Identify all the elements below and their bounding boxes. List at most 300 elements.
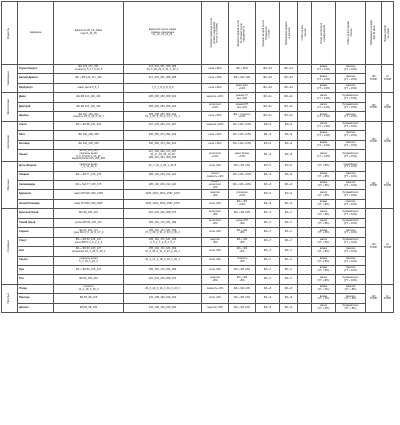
column-header: Единство 45_15_1Мин скор 5_10_15 [54, 2, 124, 65]
stat-cell: ФА + МА +14% [229, 140, 256, 149]
stat-cell: тяжелое (УТ + 15%) [336, 74, 366, 83]
stat-cell: булава/посох (УТ + 8%) [336, 303, 366, 312]
stat-cell: ФА +9 [280, 131, 298, 140]
stat-cell: сила +8% [202, 228, 229, 237]
rarity-group-label: Мистические [2, 93, 18, 121]
stat-cell: вижка (УТ + 13%) [312, 140, 336, 149]
table-row [2, 83, 394, 92]
stat-cell: вижка (УТ + 8%) [312, 181, 336, 190]
stat-cell: сила +8% [202, 247, 229, 256]
stat-cell [298, 237, 312, 246]
stat-cell: булава/посох (УТ + 10%) [336, 275, 366, 284]
table-row [2, 294, 394, 303]
stat-cell [298, 102, 312, 111]
pet-name-cell: Джин [18, 93, 54, 102]
stat-cell: сила +12% [202, 140, 229, 149]
stat-cell: ФА +7 [280, 218, 298, 227]
stat-cell: магия (УТ + 8%) [312, 275, 336, 284]
pet-name-cell: Саламандра [18, 181, 54, 190]
stat-cell: ФА + ФЗ +8% [229, 275, 256, 284]
stat-cell: тяжелое (УТ + 10%) [336, 228, 366, 237]
stat-cell: вижка (УТ + 13%) [312, 112, 336, 121]
table-row [2, 140, 394, 149]
loss-cell: 100 ХП/МП [366, 284, 382, 312]
stat-cell: энергия +10% [202, 93, 229, 102]
pet-name-cell: Птица [18, 284, 54, 293]
table-row [2, 171, 394, 180]
stat-cell: вижка (УТ + 8%) [312, 228, 336, 237]
pet-name-cell: Пантера [18, 294, 54, 303]
stat-cell: тяжелое (УТ + 10%) [336, 171, 366, 180]
stat-cell [298, 265, 312, 274]
column-header: Ответ на все про-бы [298, 2, 312, 65]
table-row [2, 131, 394, 140]
stat-cell: сила и ловкость +9% [202, 171, 229, 180]
table-row [2, 162, 394, 171]
stat-cell [298, 83, 312, 92]
pet-name-cell: Сирена [18, 228, 54, 237]
pet-name-cell: Кентавр [18, 140, 54, 149]
pet-stats-table [1, 1, 394, 313]
stat-cell: ФА +7 [280, 237, 298, 246]
stat-cell: булава/посох (УТ + 15%) [336, 93, 366, 102]
table-body [2, 65, 394, 313]
stat-cell [298, 131, 312, 140]
stat-cell: тяжелое (УТ + 15%) [336, 83, 366, 92]
stat-cell: магия (УТ + 13%) [312, 149, 336, 161]
column-header: Эффект второй после (8 мин) всё с 5 раз [256, 2, 280, 65]
stat-cell: шанс блока +14% [229, 149, 256, 161]
stat-cell: сила +15% [202, 65, 229, 74]
table-row [2, 93, 394, 102]
stat-cell: 317_334_351_368_385 29_5_29_29_5_31_1_32_1 [124, 65, 202, 74]
stat-cell [298, 284, 312, 293]
stat-cell: 330_356_374_392_410 [124, 131, 202, 140]
pet-name-cell: Орк [18, 265, 54, 274]
stat-cell: булава/посох (УТ + 15%) [336, 149, 366, 161]
pet-name-cell: Дочь Штерна [18, 162, 54, 171]
pet-name-cell: Эльюс [18, 149, 54, 161]
stat-cell [298, 218, 312, 227]
stat-cell: точность 13_2_18_9_26_0 [54, 284, 124, 293]
stat-cell: вижка (УТ + 13%) [312, 131, 336, 140]
stat-cell [298, 181, 312, 190]
stat-cell: ФА + ФЗ 98_151_224 [54, 121, 124, 130]
stat-cell: ФА + ФЗ 63_105_147 уклонение 15_1_25_5_35_1 [54, 247, 124, 256]
table-row [2, 265, 394, 274]
stat-cell: ФА +7 [256, 209, 280, 218]
stat-cell: реген МП +8% [229, 218, 256, 227]
stat-cell: магия (УТ + 8%) [312, 209, 336, 218]
stat-cell: ФА +5 [256, 303, 280, 312]
stat-cell: лук/арбалет (УТ + 10%) [336, 162, 366, 171]
pet-name-cell: Ангел [18, 121, 54, 130]
stat-cell: ФА +7 [256, 228, 280, 237]
stat-cell: 132_138_145_153_160 [124, 294, 202, 303]
stat-cell: 265_268_284_308_322 [124, 102, 202, 111]
stat-cell: 227_249_262_274_287 16_17_18_18_19_20 389_413_434_459_483 [124, 149, 202, 161]
stat-cell: ФА +13 [256, 83, 280, 92]
stat-cell: сила +9% [202, 162, 229, 171]
stat-cell: ФА +5 [256, 294, 280, 303]
pet-name-cell: Карбункул [18, 83, 54, 92]
stat-cell: ФЗ +6 [280, 190, 298, 199]
stat-cell: ФЗ +11 [280, 102, 298, 111]
stat-cell: ФА + ФЗ +8% [229, 265, 256, 274]
table-row [2, 256, 394, 265]
stat-cell [298, 74, 312, 83]
stat-cell: вижка (УТ + 8%) [312, 171, 336, 180]
stat-cell [298, 247, 312, 256]
stat-cell: ФА + МА +10% [229, 181, 256, 190]
stat-cell: сила +14% [202, 83, 229, 92]
stat-cell: ФА +13 [280, 65, 298, 74]
stat-cell: булава/посох (УТ + 10%) [336, 218, 366, 227]
stat-cell: скорость атаки 7_9_14_29_4 [54, 162, 124, 171]
stat-cell: ФА +7 [256, 256, 280, 265]
stat-cell: ФА + МА +14% [229, 131, 256, 140]
stat-cell: ФЗ 90_150_210 [54, 275, 124, 284]
column-header: Ответ на все кроме М всех [336, 2, 366, 65]
stat-cell: ФЗ +9 [256, 140, 280, 149]
stat-cell: макс МП 625_940_1365 [54, 190, 124, 199]
stat-cell: ФА + точность +12% [229, 112, 256, 121]
stat-cell [298, 149, 312, 161]
stat-cell: 330_356_374_392_410 [124, 140, 202, 149]
stat-cell: энергия +10% [202, 121, 229, 130]
stat-cell: усиление +10% [229, 190, 256, 199]
stat-cell: ФА 96_151_224 скорость атаки 8_8_9 блок 5_10_15 защита блока 125_245_366 [54, 149, 124, 161]
stat-cell: ФА + ФЗ +9% [229, 162, 256, 171]
stat-cell: ФА +5 [280, 294, 298, 303]
stat-cell [298, 303, 312, 312]
stat-cell: ФА + МА +8% [229, 228, 256, 237]
stat-cell: ФЗ +6 [280, 162, 298, 171]
header-row [2, 2, 394, 65]
stat-cell: тяжелое (УТ + 10%) [336, 247, 366, 256]
stat-cell: ФА +5 [280, 303, 298, 312]
stat-cell [298, 171, 312, 180]
stat-cell: ФА 133_217_301 со всех 9_5_17_5 29_5 [54, 65, 124, 74]
stat-cell: интеллект +8% [202, 218, 229, 227]
pet-name-cell: Красный Эльф [18, 209, 54, 218]
rarity-group-label: Обычные [2, 162, 18, 209]
stat-cell: ФА ФЗ 112_162_202 [54, 102, 124, 111]
stat-cell: 16_3_17_2_18_0_19_1_20_1 [124, 256, 202, 265]
time-cell: 16 ХП/МП [382, 93, 394, 121]
stat-cell: 155_164_172_181_189 [124, 218, 202, 227]
stat-cell: 1378_1451_1524_1597_1670 [124, 190, 202, 199]
pet-name-cell: Нага [18, 131, 54, 140]
stat-cell: магия (УТ + 8%) [312, 218, 336, 227]
pet-name-cell: Цербер [18, 112, 54, 121]
stat-cell: ФА +7 [280, 275, 298, 284]
table-row [2, 74, 394, 83]
stat-cell [298, 209, 312, 218]
stat-cell: 7_6_7_8_8_8_8_9 [124, 83, 202, 92]
stat-cell: ФА + ФЗ +8% [229, 247, 256, 256]
stat-cell: ФА +7 [280, 265, 298, 274]
stat-cell [298, 199, 312, 208]
stat-cell: ФА + МА +14% [229, 121, 256, 130]
time-cell: 16 ХП/МП [382, 65, 394, 93]
stat-cell [298, 275, 312, 284]
stat-cell: ФА +6 [280, 171, 298, 180]
stat-cell: вижка (УТ + 13%) [312, 65, 336, 74]
stat-cell: ФА + МА 77_125_175 [54, 181, 124, 190]
stat-cell: вижка (УТ + 5%) [312, 294, 336, 303]
stat-cell: ФЗ +11 [256, 112, 280, 121]
stat-cell: магия (УТ + 13%) [312, 93, 336, 102]
stat-cell: ФА +6 [280, 199, 298, 208]
stat-cell: ФА +6 [256, 199, 280, 208]
stat-cell: ФА + МА +9% [229, 74, 256, 83]
stat-cell: ФЗ 55_98_125 [54, 303, 124, 312]
stat-cell: ФЗ +13 [256, 65, 280, 74]
stat-cell: вижка (УТ + 8%) [312, 247, 336, 256]
table-row [2, 209, 394, 218]
stat-cell: ФА +6 [256, 171, 280, 180]
stat-cell: ФА + ФЗ +5% [229, 303, 256, 312]
stat-cell: ФА +9 [280, 140, 298, 149]
stat-cell: 1378_1451_1524_1597_1670 [124, 199, 202, 208]
stat-cell: булава/посох (УТ + 10%) [336, 190, 366, 199]
stat-cell [298, 65, 312, 74]
stat-cell: магия (УТ + 8%) [312, 237, 336, 246]
stat-cell: тяжелое (УТ + 8%) [336, 294, 366, 303]
pet-name-cell: Единорог [18, 190, 54, 199]
stat-cell: ФА + ФЗ 113_217_301 [54, 74, 124, 83]
stat-cell [298, 121, 312, 130]
stat-cell: ФЗ +11 [280, 93, 298, 102]
column-header: Единство после чакам уровень чародения с1_с2_с3_с4_с5 [124, 2, 202, 65]
stat-cell: 155_164_172_181_189 37_2_39_2_41_2_43_2_45_2 [124, 247, 202, 256]
column-header: Требования защиты и на всех [280, 2, 298, 65]
stat-cell: интеллект +8% [202, 209, 229, 218]
stat-cell: ФЗ +9 [256, 121, 280, 130]
stat-cell: магия (УТ + 13%) [312, 102, 336, 111]
stat-cell: ФА 140_236_305 [54, 140, 124, 149]
stat-cell: ловкость +5% [202, 284, 229, 293]
table-row [2, 228, 394, 237]
stat-cell: булава/посох (УТ + 15%) [336, 102, 366, 111]
pet-name-cell: Скелет [18, 256, 54, 265]
stat-cell: тяжелое (УТ + 15%) [336, 65, 366, 74]
stat-cell: магия (УТ + 8%) [312, 190, 336, 199]
stat-cell: ФА +13 [256, 74, 280, 83]
stat-cell: скорость атаки 5_7_10_5_15_3 [54, 256, 124, 265]
stat-cell: ФА ФЗ 112_162_202 [54, 93, 124, 102]
stat-cell: шанс крита 5_5_7 [54, 83, 124, 92]
loss-cell: 160 ХП/МП [366, 93, 382, 121]
stat-cell: тяжелое (УТ + 15%) [336, 140, 366, 149]
stat-cell: вижка (УТ + 8%) [312, 199, 336, 208]
stat-cell: ФА 63_105_147 урон МА 0_0_14_6_27_2 [54, 228, 124, 237]
stat-cell: ФЗ +11 [256, 93, 280, 102]
pet-name-cell: Тиран Смерти [18, 65, 54, 74]
stat-cell: 155_164_172_181_189 37_2_39_2_41_2_43_2_45_2 [124, 228, 202, 237]
stat-cell: сила +8% [202, 256, 229, 265]
table-row [2, 284, 394, 293]
stat-cell: ФА +6 [280, 181, 298, 190]
column-header: Ответ на пропуск и разрушение [312, 2, 336, 65]
table-row [2, 102, 394, 111]
stat-cell: сила +8% [202, 265, 229, 274]
stat-cell: ФА +7 [256, 265, 280, 274]
pet-name-cell: Вол [18, 247, 54, 256]
stat-cell: ФА +9 [256, 131, 280, 140]
loss-cell: 130 ХП/МП [366, 162, 382, 209]
stat-cell: режим МТ все +8% [229, 102, 256, 111]
stat-cell: ФЗ +11 [280, 112, 298, 121]
stat-cell: ФА + МА +8% [229, 237, 256, 246]
table-row [2, 218, 394, 227]
time-cell: 10 ХП/МП [382, 284, 394, 312]
stat-cell: тяжелое (УТ + 8%) [336, 284, 366, 293]
stat-cell [298, 140, 312, 149]
stat-cell: булава/посох (УТ + 15%) [336, 121, 366, 130]
stat-cell: ФА +7 [256, 218, 280, 227]
column-header: Название [18, 2, 54, 65]
stat-cell: ФЗ +6 [256, 162, 280, 171]
table-row [2, 303, 394, 312]
time-cell: 13 ХП/МП [382, 162, 394, 209]
stat-cell: 155_164_172_181_189 [124, 265, 202, 274]
pet-name-cell: Дмитрий [18, 102, 54, 111]
stat-cell: 132_138_145_153_160 [124, 303, 202, 312]
stat-cell: вижка (УТ + 8%) [312, 256, 336, 265]
stat-cell: тяжелое (УТ + 10%) [336, 181, 366, 190]
stat-cell: ФА 112_162_202 точность 25_5_43_5_50_7 [54, 112, 124, 121]
stat-cell: сила +12% [202, 131, 229, 140]
stat-cell: ФА +7 [256, 275, 280, 284]
stat-cell: макс ХП 625_940_1365 [54, 199, 124, 208]
pet-name-cell: Синий Эльф [18, 218, 54, 227]
stat-cell: ФА +7 [280, 209, 298, 218]
table-row [2, 275, 394, 284]
rarity-group-label: Уникальные [2, 65, 18, 93]
stat-cell: сила и интеллект +9% [202, 181, 229, 190]
stat-cell: вижка (УТ + 5%) [312, 284, 336, 293]
stat-cell: 227_249_262_274_287 [124, 121, 202, 130]
stat-cell: ФА + ФЗ +5% [229, 294, 256, 303]
stat-cell: энергия +5% [202, 303, 229, 312]
stat-cell: ФЗ +6 [256, 190, 280, 199]
stat-cell: тяжелое (УТ + 15%) [336, 112, 366, 121]
stat-cell: тяжелое (УТ + 10%) [336, 199, 366, 208]
stat-cell: ФА + ФЗ 77_125_175 [54, 171, 124, 180]
stat-cell [298, 190, 312, 199]
pet-name-cell: Ёти [18, 275, 54, 284]
column-header: Эффект первой после 5с (8 мин) после чародения 5с [229, 2, 256, 65]
stat-cell: вижка (УТ + 8%) [312, 265, 336, 274]
table-row [2, 190, 394, 199]
stat-cell: вижка (УТ + 13%) [312, 74, 336, 83]
stat-cell: ФА +9 [256, 149, 280, 161]
stat-cell: тяжелое (УТ + 15%) [336, 131, 366, 140]
stat-cell [298, 162, 312, 171]
stat-cell: интеллект +10% [202, 149, 229, 161]
stat-cell: ФА + МА +5% [229, 284, 256, 293]
column-header: Эффект перехода после уровня чародения после 5с (8 мин) [202, 2, 229, 65]
stat-cell: ФА +7 [280, 228, 298, 237]
stat-cell: ФЗ +11 [256, 102, 280, 111]
pet-name-cell: Белый Дракон [18, 74, 54, 83]
stat-cell: МА + ФЗ +8% [229, 209, 256, 218]
stat-cell: ФА + МА +10% [229, 171, 256, 180]
rarity-group-label: Ангельские [2, 121, 18, 162]
table-row [2, 112, 394, 121]
stat-cell: ФА +9 [280, 149, 298, 161]
stat-cell: ФЗ +9 [280, 121, 298, 130]
stat-cell [298, 228, 312, 237]
stat-cell [298, 112, 312, 121]
stat-cell: ФА + ФЗ 63_105_147 [54, 265, 124, 274]
pet-name-cell: Спрут [18, 237, 54, 246]
stat-cell: режим УТ все +8% [229, 93, 256, 102]
stat-cell: ФА +5 [256, 284, 280, 293]
stat-cell: 265_268_284_308_322 54_1_57_5_70_2_74_7_79_1 [124, 112, 202, 121]
stat-cell [298, 256, 312, 265]
stat-cell: 222_234_246_258_270 [124, 209, 202, 218]
stat-cell: тяжелое (УТ + 10%) [336, 256, 366, 265]
stat-cell: энергия +8% [202, 237, 229, 246]
stat-cell: ФА +5 [280, 284, 298, 293]
table-row [2, 199, 394, 208]
stat-cell: энергия +9% [202, 190, 229, 199]
stat-cell: ФЗ +13 [280, 83, 298, 92]
time-cell: 12 ХП/МП [382, 209, 394, 285]
stat-cell: магия (УТ + 13%) [312, 121, 336, 130]
pet-name-cell: Циклоп [18, 303, 54, 312]
stat-cell: МА 90_150_210 [54, 209, 124, 218]
stat-cell: тяжелое (УТ + 10%) [336, 265, 366, 274]
stat-cell: реген МП 63_105_147 [54, 218, 124, 227]
stat-cell: интеллект +10% [202, 102, 229, 111]
stat-cell: 185_194_204_214_224 [124, 171, 202, 180]
stat-cell: ФА +6 [256, 181, 280, 190]
column-header: Редкость [2, 2, 18, 65]
stat-cell: ФА +7 [280, 247, 298, 256]
stat-cell: ФА + ФЗ 63_105_147 реген МП% 1_5_2_2_4 [54, 237, 124, 246]
stat-cell: 222_234_246_258_270 [124, 275, 202, 284]
stat-cell: ФА 55_98_125 [54, 294, 124, 303]
stat-cell: вижка (УТ + 13%) [312, 83, 336, 92]
stat-cell: сила +9% [202, 199, 229, 208]
stat-cell: ФА +7 [256, 247, 280, 256]
table-row [2, 121, 394, 130]
loss-cell: 120 ХП/МП [366, 209, 382, 285]
loss-cell: 160 ХП/МП [366, 65, 382, 93]
stat-cell: ФА + 15% [229, 65, 256, 74]
stat-cell: шанс крит +14% [229, 83, 256, 92]
stat-cell [298, 93, 312, 102]
stat-cell: булава/посох (УТ + 10%) [336, 209, 366, 218]
stat-cell: (УТ + 8%) [312, 162, 336, 171]
column-header: Требование к потере при (8 мин) [366, 2, 382, 65]
table-row [2, 65, 394, 74]
stat-cell: 21_7_23_4_25_1_26_8 [124, 162, 202, 171]
pet-table-wrapper [1, 1, 394, 313]
pet-name-cell: Ночной Кошмар [18, 199, 54, 208]
stat-cell: булава/посох (УТ + 10%) [336, 237, 366, 246]
stat-cell: 185_194_204_214_224 [124, 181, 202, 190]
table-row [2, 149, 394, 161]
stat-cell: магия (УТ + 5%) [312, 303, 336, 312]
stat-cell: 317_334_351_368_385 [124, 74, 202, 83]
stat-cell: ФЗ +13 [280, 74, 298, 83]
stat-cell [298, 294, 312, 303]
